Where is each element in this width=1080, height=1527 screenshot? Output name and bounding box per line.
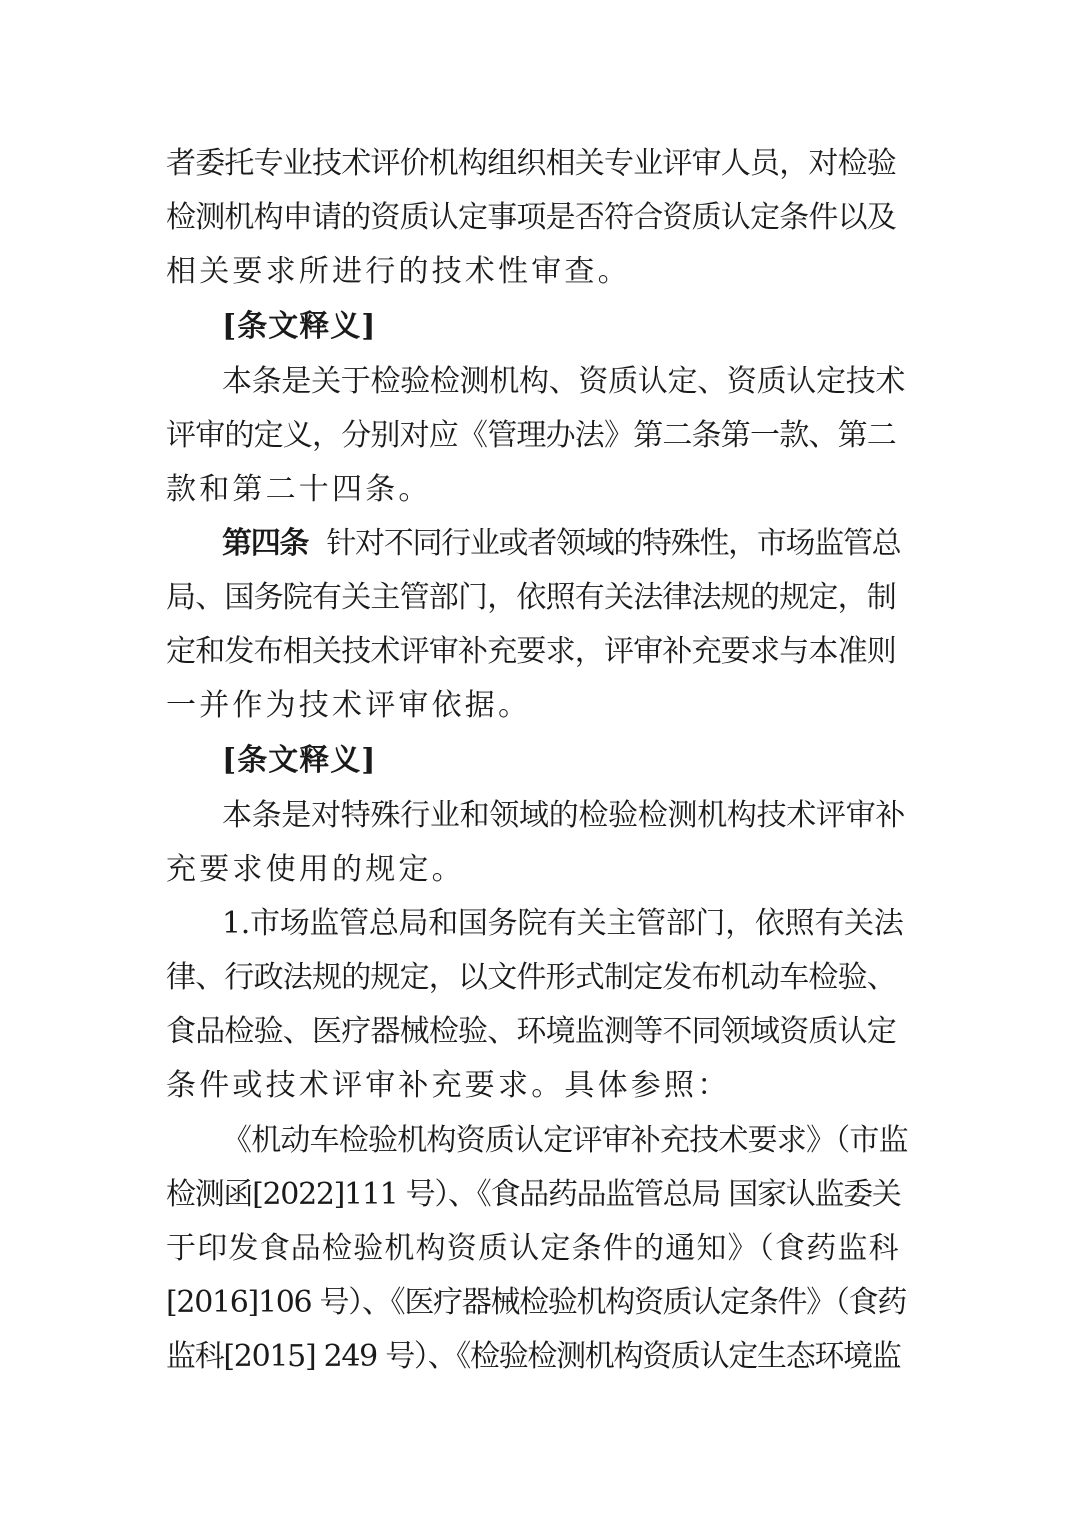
paragraph-line: 局、国务院有关主管部门，依照有关法律法规的规定，制 [166,580,896,615]
paragraph-line: 《机动车检验机构资质认定评审补充技术要求》（市监 [222,1123,908,1158]
paragraph-line: 者委托专业技术评价机构组织相关专业评审人员，对检验 [166,146,896,181]
paragraph-line: 监科[2015] 249 号）、《检验检测机构资质认定生态环境监 [166,1339,901,1374]
paragraph-line: 一并作为技术评审依据。 [166,688,532,723]
paragraph-line: 本条是对特殊行业和领域的检验检测机构技术评审补 [222,798,906,833]
paragraph-line: 检测函[2022]111 号）、《食品药品监管总局 国家认监委关 [166,1177,901,1212]
article-number: 第四条 [222,526,309,561]
paragraph-line: 1.市场监管总局和国务院有关主管部门，依照有关法 [222,906,904,941]
paragraph-line: 检测机构申请的资质认定事项是否符合资质认定条件以及 [166,200,896,235]
paragraph-line: 本条是关于检验检测机构、资质认定、资质认定技术 [222,364,906,399]
paragraph-line: [2016]106 号）、《医疗器械检验机构资质认定条件》（食药 [166,1285,906,1320]
paragraph-line: 律、行政法规的规定，以文件形式制定发布机动车检验、 [166,960,896,995]
article-line [222,524,900,564]
paragraph-line: 充要求使用的规定。 [166,852,465,887]
paragraph-line: 评审的定义，分别对应《管理办法》第二条第一款、第二 [166,418,896,453]
paragraph-line: 款和第二十四条。 [166,472,432,507]
paragraph-line: 于印发食品检验机构资质认定条件的通知》（食药监科 [166,1231,900,1266]
article-text: 针对不同行业或者领域的特殊性，市场监管总 [326,526,901,561]
paragraph-line: 定和发布相关技术评审补充要求，评审补充要求与本准则 [166,634,896,669]
paragraph-line: 条件或技术评审补充要求。具体参照： [166,1068,731,1103]
section-heading: [条文释义] [222,743,377,778]
paragraph-line: 食品检验、医疗器械检验、环境监测等不同领域资质认定 [166,1014,896,1049]
section-heading: [条文释义] [222,309,377,344]
paragraph-line: 相关要求所进行的技术性审查。 [166,254,631,289]
